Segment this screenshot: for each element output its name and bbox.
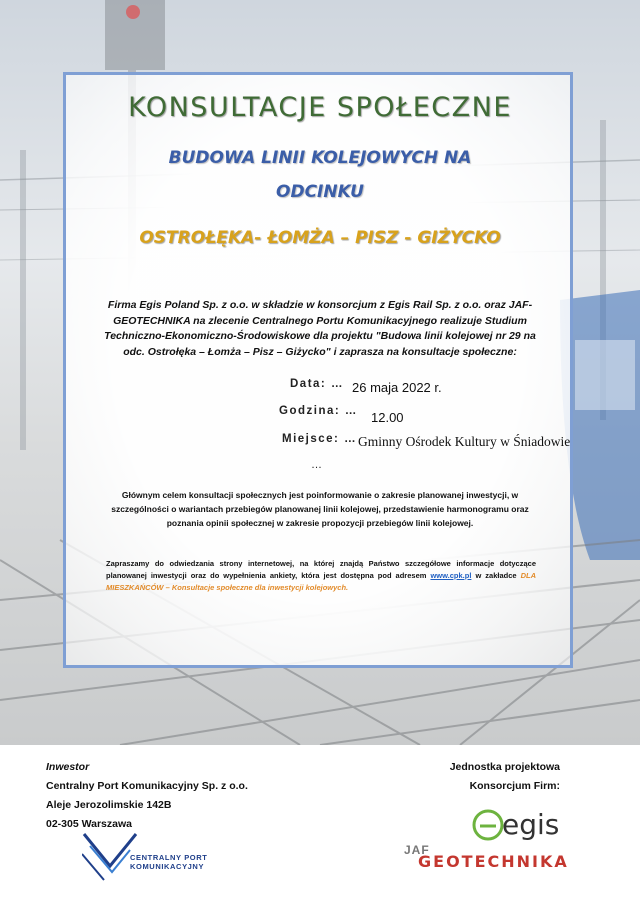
date-value: 26 maja 2022 r. <box>352 380 442 395</box>
date-label: Data: … <box>290 378 344 390</box>
investor-block <box>46 758 248 834</box>
investor-heading: Inwestor <box>46 761 90 773</box>
cpk-logo-text <box>130 853 207 871</box>
investor-street: Aleje Jerozolimskie 142B <box>46 799 172 811</box>
invite-text: Zapraszamy do odwiedzania strony internetowej, na której znajdą Państwo szczegółowe informacje dotyczące planowanej inwestycji oraz do wypełnienia ankiety, która jest dostępna pod adresem <box>106 559 536 580</box>
time-value: 12.00 <box>371 410 404 425</box>
designer-subheading: Konsorcjum Firm: <box>469 780 560 792</box>
invite-mid-text: w zakładce <box>475 571 517 580</box>
investor-name: Centralny Port Komunikacyjny Sp. z o.o. <box>46 780 248 792</box>
jaf-logo-small: JAF <box>404 843 430 857</box>
poster-subtitle-line2: ODCINKU <box>276 182 364 202</box>
trailing-ellipsis: … <box>311 459 322 471</box>
jaf-geotechnika-logo-text: GEOTECHNIKA <box>418 852 569 871</box>
designer-block <box>450 758 560 796</box>
intro-paragraph: Firma Egis Poland Sp. z o.o. w składzie w konsorcjum z Egis Rail Sp. z o.o. oraz JAF-GEOTECHNIKA na zlecenie Centralnego Portu Komunikacyjnego realizuje Studium Techniczno-Ekonomiczno-Środowiskowe dla projektu "Budowa linii kolejowej nr 29 na odc. Ostrołęka – Łomża – Pisz – Giżycko" i zaprasza na konsultacje społeczne: <box>104 299 536 358</box>
cpk-logo-line1: CENTRALNY PORT <box>130 853 208 862</box>
section-name: DLA MIESZKAŃCÓW – Konsultacje społeczne dla inwestycji kolejowych. <box>106 571 536 592</box>
investor-city: 02-305 Warszawa <box>46 818 132 830</box>
place-label: Miejsce: … <box>282 433 358 445</box>
time-label: Godzina: … <box>279 405 358 417</box>
cpk-logo-line2: KOMUNIKACYJNY <box>130 862 205 871</box>
poster-subtitle-line1: BUDOWA LINII KOLEJOWYCH NA <box>168 148 472 168</box>
cpk-website-link[interactable]: www.cpk.pl <box>430 571 472 580</box>
place-value: Gminny Ośrodek Kultury w Śniadowie <box>358 434 571 449</box>
poster-title: KONSULTACJE SPOŁECZNE <box>128 92 512 123</box>
route-heading: OSTROŁĘKA- ŁOMŻA – PISZ - GIŻYCKO <box>139 228 501 248</box>
designer-heading: Jednostka projektowa <box>449 761 560 773</box>
egis-logo-text: egis <box>502 808 560 841</box>
goal-paragraph: Głównym celem konsultacji społecznych jest poinformowanie o zakresie planowanej inwestycji, w szczególności o wariantach przebiegów planowanej linii kolejowej, przedstawienie harmonogramu oraz poznania opinii społecznej w zakresie propozycji przebiegów linii kolejowej. <box>111 490 529 528</box>
invite-paragraph <box>106 558 536 594</box>
